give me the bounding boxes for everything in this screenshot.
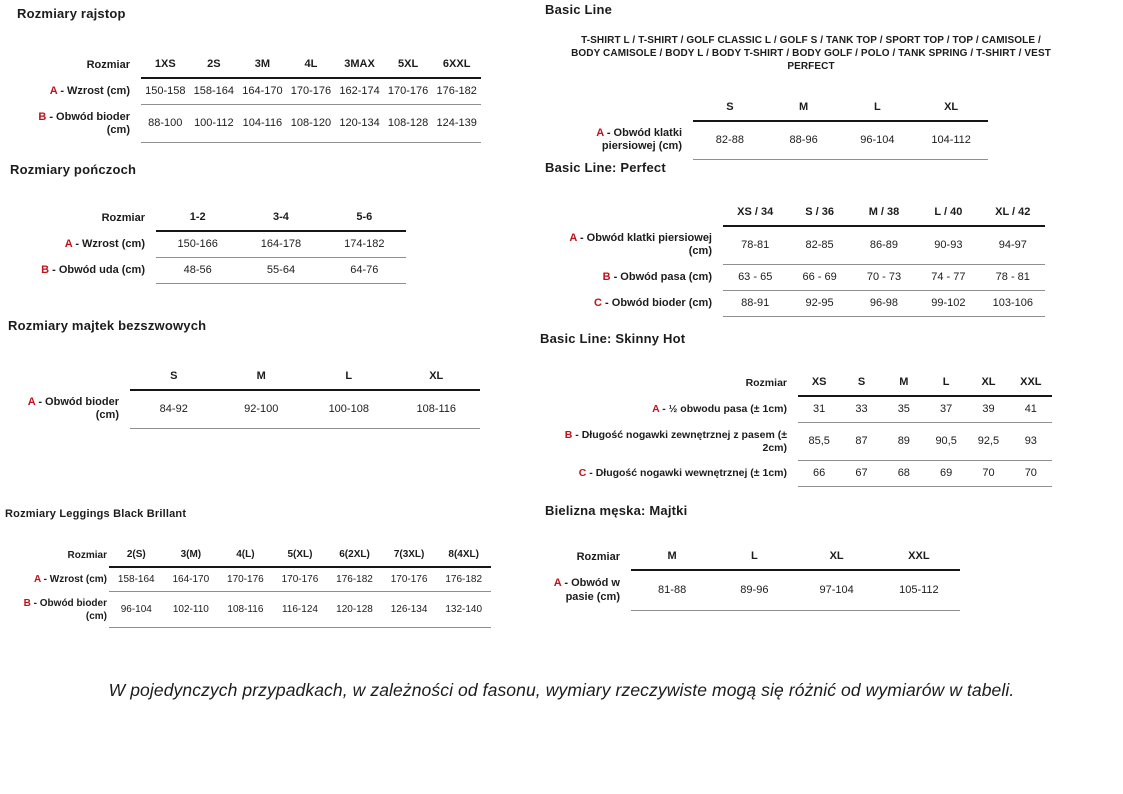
- column-header: XXL: [1010, 370, 1052, 396]
- size-value: 82-88: [693, 121, 767, 159]
- row-label: C - Obwód bioder (cm): [594, 296, 712, 309]
- header-row: [545, 95, 988, 121]
- table-row: [545, 226, 1045, 264]
- size-value: 94-97: [981, 226, 1045, 264]
- size-value: 170-176: [384, 78, 433, 105]
- size-value: 105-112: [878, 570, 960, 610]
- size-value: 81-88: [631, 570, 713, 610]
- section-rozmiary-majtek: [8, 318, 480, 429]
- column-header: 3MAX: [335, 52, 384, 78]
- row-label: B - Obwód pasa (cm): [602, 270, 712, 283]
- size-value: 164-170: [238, 78, 287, 105]
- size-value: 82-85: [787, 226, 851, 264]
- column-header: 3M: [238, 52, 287, 78]
- column-header: 4L: [287, 52, 336, 78]
- row-letter: A: [34, 573, 41, 585]
- size-value: 104-116: [238, 105, 287, 143]
- section-rozmiary-rajstop: [17, 6, 481, 143]
- size-value: 88-96: [767, 121, 841, 159]
- size-value: 70: [967, 461, 1009, 487]
- size-value: 64-76: [323, 258, 406, 284]
- size-value: 100-108: [305, 390, 393, 428]
- table-row: [540, 461, 1052, 487]
- table-corner-label: Rozmiar: [576, 551, 620, 563]
- row-letter: B: [564, 428, 573, 441]
- table-corner-label: Rozmiar: [745, 376, 787, 389]
- size-value: 158-164: [109, 567, 164, 592]
- table-corner-label: Rozmiar: [67, 549, 107, 561]
- header-row: [10, 205, 406, 231]
- table-row: [8, 390, 480, 428]
- size-value: 158-164: [190, 78, 239, 105]
- table-row: [10, 258, 406, 284]
- row-letter: A: [652, 402, 660, 415]
- size-table-ponczoch: [10, 205, 406, 284]
- size-value: 78 - 81: [981, 264, 1045, 290]
- section-title: Basic Line: [545, 2, 613, 17]
- size-value: 33: [840, 396, 882, 423]
- section-title: Basic Line: Perfect: [545, 160, 666, 175]
- size-table-leggings: [5, 543, 491, 628]
- size-value: 103-106: [981, 290, 1045, 316]
- column-header: M: [767, 95, 841, 121]
- table-row: [545, 264, 1045, 290]
- table-corner-label: Rozmiar: [86, 58, 130, 71]
- size-value: 100-112: [190, 105, 239, 143]
- row-letter: B: [23, 597, 31, 609]
- size-value: 164-178: [239, 231, 322, 258]
- column-header: 6(2XL): [327, 543, 382, 567]
- row-label: B - Obwód bioder (cm): [23, 597, 107, 622]
- size-value: 120-128: [327, 592, 382, 628]
- row-label: B - Obwód bioder (cm): [38, 110, 130, 136]
- row-label: A - Obwód bioder (cm): [27, 396, 119, 421]
- size-value: 176-182: [432, 78, 481, 105]
- size-value: 96-104: [109, 592, 164, 628]
- table-corner-label: [545, 95, 693, 121]
- column-header: 3(M): [164, 543, 219, 567]
- size-value: 108-120: [287, 105, 336, 143]
- size-value: 74 - 77: [916, 264, 980, 290]
- row-label: C - Długość nogawki wewnętrznej (± 1cm): [578, 467, 787, 479]
- section-rozmiary-ponczoch: [10, 162, 406, 284]
- row-letter: B: [602, 270, 611, 283]
- section-title: Rozmiary Leggings Black Brillant: [5, 508, 187, 520]
- size-value: 37: [925, 396, 967, 423]
- column-header: XS: [798, 370, 840, 396]
- section-basic-line: [545, 2, 1052, 160]
- size-value: 88-91: [723, 290, 787, 316]
- size-value: 84-92: [130, 390, 218, 428]
- size-value: 78-81: [723, 226, 787, 264]
- row-letter: A: [553, 577, 562, 589]
- size-value: 170-176: [287, 78, 336, 105]
- column-header: 3-4: [239, 205, 322, 231]
- column-header: 5-6: [323, 205, 406, 231]
- column-header: 8(4XL): [436, 543, 491, 567]
- column-header: M / 38: [852, 200, 916, 226]
- size-value: 41: [1010, 396, 1052, 423]
- column-header: L: [713, 544, 795, 570]
- size-table-rajstop: [17, 52, 481, 143]
- column-header: 6XXL: [432, 52, 481, 78]
- size-value: 96-104: [841, 121, 915, 159]
- section-title: Rozmiary rajstop: [17, 6, 126, 21]
- column-header: L: [305, 364, 393, 390]
- column-header: L / 40: [916, 200, 980, 226]
- column-header: L: [841, 95, 915, 121]
- size-value: 108-128: [384, 105, 433, 143]
- size-value: 90-93: [916, 226, 980, 264]
- size-value: 102-110: [164, 592, 219, 628]
- table-row: [17, 105, 481, 143]
- column-header: S: [130, 364, 218, 390]
- column-header: 1-2: [156, 205, 239, 231]
- header-row: [545, 200, 1045, 226]
- column-header: 2(S): [109, 543, 164, 567]
- row-label: A - ½ obwodu pasa (± 1cm): [652, 402, 787, 415]
- column-header: XL: [967, 370, 1009, 396]
- column-header: 5XL: [384, 52, 433, 78]
- section-title: Rozmiary majtek bezszwowych: [8, 318, 207, 333]
- row-letter: C: [594, 296, 602, 309]
- column-header: 7(3XL): [382, 543, 437, 567]
- column-header: 2S: [190, 52, 239, 78]
- section-basic-line-perfect: [545, 160, 1045, 317]
- section-basic-line-skinny-hot: [540, 331, 1052, 487]
- size-value: 68: [883, 461, 925, 487]
- size-value: 35: [883, 396, 925, 423]
- column-header: XL / 42: [981, 200, 1045, 226]
- size-value: 174-182: [323, 231, 406, 258]
- row-letter: A: [49, 84, 58, 97]
- size-value: 48-56: [156, 258, 239, 284]
- table-row: [545, 570, 960, 610]
- size-value: 31: [798, 396, 840, 423]
- size-table-bielizna: [545, 544, 960, 611]
- size-value: 89: [883, 423, 925, 461]
- row-letter: B: [38, 110, 47, 123]
- row-label: A - Obwód klatki piersiowej (cm): [569, 232, 712, 257]
- size-value: 176-182: [327, 567, 382, 592]
- column-header: XS / 34: [723, 200, 787, 226]
- size-value: 63 - 65: [723, 264, 787, 290]
- column-header: S / 36: [787, 200, 851, 226]
- table-row: [10, 231, 406, 258]
- column-header: M: [883, 370, 925, 396]
- row-label: A - Wzrost (cm): [64, 237, 145, 250]
- row-label: A - Wzrost (cm): [34, 573, 107, 585]
- size-value: 120-134: [335, 105, 384, 143]
- section-title: Basic Line: Skinny Hot: [540, 331, 686, 346]
- size-value: 170-176: [382, 567, 437, 592]
- column-header: S: [693, 95, 767, 121]
- size-value: 116-124: [273, 592, 328, 628]
- size-value: 150-158: [141, 78, 190, 105]
- size-value: 97-104: [796, 570, 878, 610]
- column-header: XL: [796, 544, 878, 570]
- size-value: 99-102: [916, 290, 980, 316]
- column-header: XXL: [878, 544, 960, 570]
- column-header: XL: [914, 95, 988, 121]
- size-value: 92,5: [967, 423, 1009, 461]
- size-value: 39: [967, 396, 1009, 423]
- section-rozmiary-leggings: [5, 506, 491, 628]
- column-header: 1XS: [141, 52, 190, 78]
- row-letter: A: [569, 232, 577, 244]
- size-value: 87: [840, 423, 882, 461]
- section-title: Rozmiary pończoch: [10, 162, 137, 177]
- header-row: [17, 52, 481, 78]
- size-value: 92-95: [787, 290, 851, 316]
- row-letter: B: [41, 264, 50, 276]
- product-list-subtitle: T-SHIRT L / T-SHIRT / GOLF CLASSIC L / GOLF S / TANK TOP / SPORT TOP / TOP / CAMISOLE / BODY CAMISOLE / BODY L / BODY T-SHIRT / BODY GOLF / POLO / TANK SPRING / T-SHIRT / VEST PERFECT: [571, 35, 1051, 72]
- size-table-perfect: [545, 200, 1045, 317]
- size-value: 93: [1010, 423, 1052, 461]
- size-value: 164-170: [164, 567, 219, 592]
- size-value: 124-139: [432, 105, 481, 143]
- size-value: 104-112: [914, 121, 988, 159]
- table-row: [5, 592, 491, 628]
- header-row: [8, 364, 480, 390]
- table-row: [545, 121, 988, 159]
- column-header: M: [218, 364, 306, 390]
- size-value: 89-96: [713, 570, 795, 610]
- column-header: L: [925, 370, 967, 396]
- size-value: 92-100: [218, 390, 306, 428]
- size-table-majtek: [8, 364, 480, 429]
- size-value: 66: [798, 461, 840, 487]
- size-value: 126-134: [382, 592, 437, 628]
- column-header: 5(XL): [273, 543, 328, 567]
- size-value: 96-98: [852, 290, 916, 316]
- size-value: 176-182: [436, 567, 491, 592]
- size-value: 162-174: [335, 78, 384, 105]
- size-value: 85,5: [798, 423, 840, 461]
- header-row: [540, 370, 1052, 396]
- column-header: XL: [393, 364, 481, 390]
- row-letter: C: [578, 467, 587, 479]
- row-label: B - Obwód uda (cm): [41, 264, 145, 276]
- table-row: [540, 423, 1052, 461]
- size-table-basic-line: [545, 95, 988, 160]
- row-letter: A: [596, 127, 604, 139]
- section-bielizna-meska: [545, 503, 960, 611]
- row-letter: A: [64, 237, 73, 250]
- size-value: 108-116: [218, 592, 273, 628]
- table-corner-label: [545, 200, 723, 226]
- size-value: 170-176: [273, 567, 328, 592]
- size-value: 90,5: [925, 423, 967, 461]
- table-corner-label: Rozmiar: [101, 211, 145, 224]
- table-row: [17, 78, 481, 105]
- row-letter: A: [27, 396, 36, 408]
- size-value: 66 - 69: [787, 264, 851, 290]
- column-header: M: [631, 544, 713, 570]
- table-row: [5, 567, 491, 592]
- size-value: 70 - 73: [852, 264, 916, 290]
- size-value: 55-64: [239, 258, 322, 284]
- size-value: 170-176: [218, 567, 273, 592]
- table-row: [545, 290, 1045, 316]
- row-label: A - Wzrost (cm): [49, 84, 130, 97]
- row-label: A - Obwód klatki piersiowej (cm): [596, 127, 682, 152]
- size-value: 150-166: [156, 231, 239, 258]
- table-row: [540, 396, 1052, 423]
- section-title: Bielizna męska: Majtki: [545, 503, 688, 518]
- size-table-skinny-hot: [540, 370, 1052, 487]
- size-value: 70: [1010, 461, 1052, 487]
- size-value: 69: [925, 461, 967, 487]
- row-label: A - Obwód w pasie (cm): [553, 577, 620, 603]
- header-row: [545, 544, 960, 570]
- disclaimer-note: W pojedynczych przypadkach, w zależności od fasonu, wymiary rzeczywiste mogą się różnić od wymiarów w tabeli.: [108, 680, 1015, 700]
- header-row: [5, 543, 491, 567]
- size-value: 132-140: [436, 592, 491, 628]
- column-header: S: [840, 370, 882, 396]
- column-header: 4(L): [218, 543, 273, 567]
- size-value: 67: [840, 461, 882, 487]
- table-corner-label: [8, 364, 130, 390]
- row-label: B - Długość nogawki zewnętrznej z pasem (± 2cm): [564, 428, 787, 454]
- size-value: 88-100: [141, 105, 190, 143]
- size-value: 108-116: [393, 390, 481, 428]
- size-value: 86-89: [852, 226, 916, 264]
